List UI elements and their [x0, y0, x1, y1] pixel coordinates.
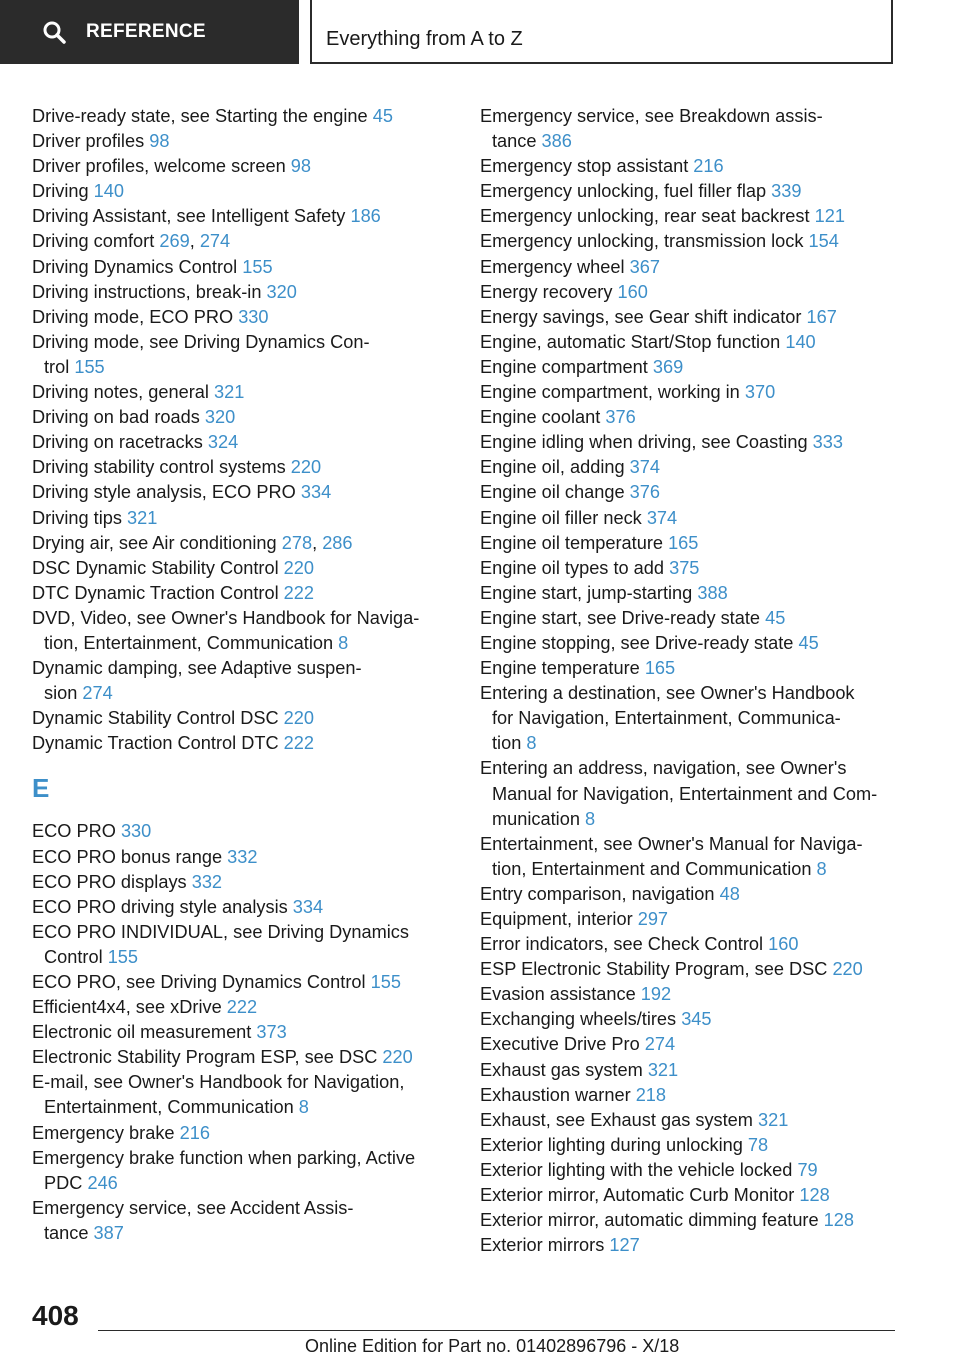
entry-text: ECO PRO bonus range [32, 846, 228, 867]
index-column-left [32, 104, 472, 1246]
page-reference-link[interactable]: 286 [322, 532, 353, 553]
index-entry [32, 204, 472, 229]
page-reference-link[interactable]: 167 [806, 306, 837, 327]
index-entry [32, 995, 472, 1020]
page-reference-link[interactable]: 374 [646, 507, 678, 528]
entry-text: Driving comfort [32, 231, 160, 252]
index-entry [32, 1045, 472, 1070]
entry-text: Exhaustion warner [480, 1084, 636, 1105]
index-entry [32, 455, 472, 480]
page-reference-link[interactable]: 192 [640, 984, 672, 1005]
entry-text: Driving Assistant, see Intelligent Safety [32, 206, 351, 227]
index-entry [32, 305, 472, 330]
page-reference-link[interactable]: 222 [283, 582, 315, 603]
page-reference-link[interactable]: 334 [292, 896, 324, 917]
index-entry [480, 932, 940, 957]
page-reference-link[interactable]: 387 [93, 1222, 124, 1243]
page-reference-link[interactable]: 345 [681, 1009, 712, 1030]
entry-text: Driving notes, general [32, 382, 214, 403]
index-entry [32, 970, 472, 995]
page-reference-link[interactable]: 222 [283, 733, 315, 754]
page-reference-link[interactable]: 370 [744, 382, 776, 403]
index-entry [480, 204, 940, 229]
entry-text: Driving on bad roads [32, 407, 205, 428]
index-entry [32, 280, 472, 305]
index-entry [480, 756, 940, 831]
index-entry [480, 1058, 940, 1083]
page-reference-link[interactable]: 186 [350, 206, 381, 227]
index-entry [480, 455, 940, 480]
index-entry [32, 845, 472, 870]
page-reference-link[interactable]: 79 [797, 1159, 818, 1180]
page-reference-link[interactable]: 333 [812, 432, 843, 453]
entry-text: Emergency wheel [480, 256, 630, 277]
entry-text: Entering an address, navigation, see Owner's [480, 758, 847, 779]
entry-text: Electronic Stability Program ESP, see DSC [32, 1047, 383, 1068]
page-reference-link[interactable]: 154 [808, 231, 839, 252]
entry-text: ESP Electronic Stability Program, see DSC [480, 959, 833, 980]
page-reference-link[interactable]: 339 [771, 181, 802, 202]
index-entry [480, 506, 940, 531]
entry-text: ECO PRO driving style analysis [32, 896, 293, 917]
page-reference-link[interactable]: 45 [372, 106, 393, 126]
page-reference-link[interactable]: 274 [82, 683, 113, 704]
index-column-right [480, 104, 940, 1258]
index-entry [480, 355, 940, 380]
page-reference-link[interactable]: 246 [87, 1172, 118, 1193]
page-reference-link[interactable]: 8 [816, 858, 827, 879]
entry-text: tion [492, 733, 527, 754]
entry-text: ECO PRO [32, 821, 121, 842]
index-entry [480, 882, 940, 907]
entry-text: Entering a destination, see Owner's Handbook [480, 683, 855, 704]
page-reference-link[interactable]: 140 [785, 331, 816, 352]
page-reference-link[interactable]: 320 [204, 407, 236, 428]
entry-text: Driving stability control systems [32, 457, 291, 478]
index-entry [480, 581, 940, 606]
entry-text: Emergency unlocking, fuel filler flap [480, 181, 772, 202]
page-reference-link[interactable]: 8 [526, 733, 537, 754]
entry-text: Driving instructions, break-in [32, 281, 267, 302]
page-reference-link[interactable]: 386 [541, 131, 572, 152]
entry-text: Driver profiles [32, 131, 150, 152]
page-reference-link[interactable]: 8 [585, 808, 596, 829]
page-reference-link[interactable]: 48 [719, 883, 740, 904]
page-reference-link[interactable]: 218 [635, 1084, 667, 1105]
index-entry [480, 531, 940, 556]
entry-text: Driving style analysis, ECO PRO [32, 482, 301, 503]
entry-text: munication [492, 808, 586, 829]
entry-text: Engine compartment [480, 356, 653, 377]
index-entry [480, 656, 940, 681]
page-reference-link[interactable]: 165 [668, 532, 699, 553]
index-entry [32, 506, 472, 531]
index-entry [480, 380, 940, 405]
entry-text: tion, Entertainment and Communication [492, 858, 817, 879]
index-entry [480, 255, 940, 280]
page-reference-link[interactable]: 220 [290, 457, 322, 478]
entry-text: ECO PRO, see Driving Dynamics Control [32, 972, 371, 992]
entry-text: Entry comparison, navigation [480, 883, 720, 904]
index-entry [32, 819, 472, 844]
index-entry [32, 430, 472, 455]
page-reference-link[interactable]: 334 [300, 482, 332, 503]
entry-text: Exterior mirror, Automatic Curb Monitor [480, 1185, 800, 1206]
page-reference-link[interactable]: 160 [617, 281, 648, 302]
index-entry [32, 1121, 472, 1146]
index-entry [32, 556, 472, 581]
entry-text: Engine start, see Drive-ready state [480, 607, 766, 628]
index-entry [32, 255, 472, 280]
index-entry [480, 1032, 940, 1057]
page-reference-link[interactable]: 220 [832, 959, 863, 980]
entry-text: Evasion assistance [480, 984, 641, 1005]
index-entry [32, 1070, 472, 1120]
entry-text: sion [44, 683, 83, 704]
entry-text: Efficient4x4, see xDrive [32, 997, 227, 1018]
entry-text: Exchanging wheels/tires [480, 1009, 682, 1030]
index-entry [32, 380, 472, 405]
page-reference-link[interactable]: 98 [290, 156, 311, 177]
entry-text: Engine compartment, working in [480, 382, 745, 403]
index-entry [32, 1146, 472, 1196]
page-reference-link[interactable]: 45 [798, 632, 819, 653]
page-reference-link[interactable]: 220 [283, 708, 315, 729]
page-reference-link[interactable]: 369 [652, 356, 684, 377]
page-title: Everything from A to Z [326, 28, 523, 50]
entry-text: Drying air, see Air conditioning [32, 532, 282, 553]
entry-text: Emergency brake [32, 1122, 180, 1143]
entry-text: Driving mode, ECO PRO [32, 306, 239, 327]
page-number: 408 [32, 1300, 79, 1331]
page-reference-link[interactable]: 278 [281, 532, 313, 553]
entry-text: Exterior mirror, automatic dimming feature [480, 1210, 824, 1231]
page-reference-link[interactable]: 160 [768, 934, 799, 955]
page-reference-link[interactable]: 128 [799, 1185, 830, 1206]
index-entry [32, 154, 472, 179]
index-entry [32, 656, 472, 706]
index-entry [480, 681, 940, 756]
index-entry [480, 957, 940, 982]
index-entry [480, 1007, 940, 1032]
index-entry [32, 1196, 472, 1246]
index-entry [32, 179, 472, 204]
entry-text: Exterior mirrors [480, 1235, 610, 1256]
page-reference-link[interactable]: 388 [697, 582, 728, 603]
page-reference-link[interactable]: 376 [629, 482, 661, 503]
index-entry: Drying air, see Air conditioning 278, 286 [32, 532, 353, 553]
index-entry [480, 154, 940, 179]
index-entry [32, 731, 472, 756]
page-reference-link[interactable]: 155 [242, 256, 273, 277]
entry-text: Engine temperature [480, 658, 645, 679]
index-entry [32, 895, 472, 920]
entry-text: Dynamic damping, see Adaptive suspen- [32, 658, 362, 679]
index-entry [480, 631, 940, 656]
page-reference-link[interactable]: 121 [814, 206, 845, 227]
entry-text: tance [44, 1222, 94, 1243]
entry-text: Driving Dynamics Control [32, 256, 243, 277]
page-reference-link[interactable]: 321 [213, 382, 245, 403]
entry-text: PDC [44, 1172, 88, 1193]
page-reference-link[interactable]: 330 [120, 821, 152, 842]
index-entry [480, 1208, 940, 1233]
index-entry [480, 1083, 940, 1108]
entry-text: Exhaust, see Exhaust gas system [480, 1109, 758, 1130]
index-entry [480, 982, 940, 1007]
entry-text: Emergency unlocking, transmission lock [480, 231, 809, 252]
entry-text: Error indicators, see Check Control [480, 934, 769, 955]
page-reference-link[interactable]: 330 [238, 306, 269, 327]
entry-text: Dynamic Traction Control DTC [32, 733, 284, 754]
entry-text: Exhaust gas system [480, 1059, 648, 1080]
index-entry [480, 280, 940, 305]
index-entry [32, 1020, 472, 1045]
entry-text: Engine start, jump-starting [480, 582, 698, 603]
edition-note: Online Edition for Part no. 01402896796 - X/18 [305, 1336, 680, 1356]
index-entry [480, 305, 940, 330]
index-entry [32, 405, 472, 430]
entry-text: Engine oil temperature [480, 532, 669, 553]
page-reference-link[interactable]: 155 [74, 356, 105, 377]
entry-text: DVD, Video, see Owner's Handbook for Naviga- [32, 607, 420, 628]
page-reference-link[interactable]: 78 [747, 1134, 769, 1155]
page-reference-link[interactable]: 45 [765, 607, 786, 628]
entry-text: tance [492, 131, 542, 152]
page-reference-link[interactable]: 155 [370, 972, 401, 992]
index-entry [480, 907, 940, 932]
entry-text: Emergency unlocking, rear seat backrest [480, 206, 815, 227]
page-reference-link[interactable]: 373 [256, 1022, 287, 1043]
search-icon [42, 20, 66, 44]
entry-text: Driving on racetracks [32, 432, 208, 453]
entry-text: ECO PRO displays [32, 871, 192, 892]
entry-text: Control [44, 946, 108, 967]
page-reference-link[interactable]: 128 [823, 1210, 855, 1231]
index-entry [480, 1233, 940, 1258]
page-reference-link[interactable]: 222 [226, 997, 258, 1018]
page-reference-link[interactable]: 274 [644, 1034, 676, 1055]
entry-text: Engine idling when driving, see Coasting [480, 432, 813, 453]
page-reference-link[interactable]: 321 [127, 507, 158, 528]
entry-text: Exterior lighting with the vehicle locked [480, 1159, 798, 1180]
index-entry [480, 179, 940, 204]
page-reference-link[interactable]: 332 [227, 846, 258, 867]
entry-text: Engine oil change [480, 482, 630, 503]
page-reference-link[interactable]: 140 [93, 181, 125, 202]
page-reference-link[interactable]: 127 [609, 1235, 640, 1256]
page-reference-link[interactable]: 324 [207, 432, 239, 453]
entry-text: Electronic oil measurement [32, 1022, 257, 1043]
page-reference-link[interactable]: 8 [298, 1097, 309, 1118]
entry-text: Engine stopping, see Drive-ready state [480, 632, 799, 653]
entry-text: Driving [32, 181, 94, 202]
entry-text: trol [44, 356, 75, 377]
index-entry [32, 920, 472, 970]
page-reference-link[interactable]: 274 [199, 231, 231, 252]
page-reference-link[interactable]: 320 [266, 281, 297, 302]
page-reference-link[interactable]: 165 [644, 658, 676, 679]
entry-text: Emergency stop assistant [480, 156, 694, 177]
index-entry [32, 870, 472, 895]
entry-text: E-mail, see Owner's Handbook for Navigation, [32, 1072, 405, 1093]
index-entry [32, 330, 472, 380]
entry-text: Driver profiles, welcome screen [32, 156, 291, 177]
index-entry [480, 229, 940, 254]
page-reference-link[interactable]: 367 [629, 256, 660, 277]
page-reference-link[interactable]: 155 [107, 946, 139, 967]
entry-text: Energy recovery [480, 281, 618, 302]
index-entry [480, 1108, 940, 1133]
entry-text: Engine oil, adding [480, 457, 630, 478]
entry-text: Engine oil filler neck [480, 507, 647, 528]
entry-text: Emergency brake function when parking, Active [32, 1147, 416, 1168]
index-entry [480, 405, 940, 430]
entry-text: Entertainment, Communication [44, 1097, 299, 1118]
index-entry [480, 832, 940, 882]
index-entry [32, 581, 472, 606]
index-entry [32, 480, 472, 505]
entry-text: Dynamic Stability Control DSC [32, 708, 284, 729]
index-entry [480, 104, 940, 154]
section-label: REFERENCE [86, 21, 206, 42]
page-reference-link[interactable]: 216 [693, 156, 724, 177]
entry-text: Driving mode, see Driving Dynamics Con- [32, 331, 370, 352]
entry-text: for Navigation, Entertainment, Communica- [492, 708, 841, 729]
index-entry [32, 129, 472, 154]
entry-text: Driving tips [32, 507, 128, 528]
page-reference-link[interactable]: 374 [629, 457, 661, 478]
page-reference-link[interactable]: 98 [149, 131, 170, 152]
page-reference-link[interactable]: 376 [605, 407, 636, 428]
page-reference-link[interactable]: 332 [191, 871, 223, 892]
entry-text: Equipment, interior [480, 909, 638, 929]
page-reference-link[interactable]: 321 [647, 1059, 679, 1080]
entry-text: Engine coolant [480, 407, 606, 428]
page-reference-link[interactable]: 216 [179, 1122, 210, 1143]
index-entry [480, 556, 940, 581]
footer-rule [98, 1330, 895, 1331]
section-letter: E [32, 773, 50, 804]
entry-text: DSC Dynamic Stability Control [32, 557, 284, 578]
entry-text: Manual for Navigation, Entertainment and Com- [492, 783, 878, 804]
index-entry [32, 104, 472, 129]
index-entry [480, 430, 940, 455]
page-reference-link[interactable]: 8 [338, 632, 349, 653]
page-reference-link[interactable]: 375 [669, 557, 700, 578]
index-entry [480, 330, 940, 355]
entry-text: Energy savings, see Gear shift indicator [480, 306, 807, 327]
index-entry [480, 1158, 940, 1183]
entry-text: Emergency service, see Breakdown assis- [480, 106, 823, 126]
index-entry [32, 606, 472, 656]
index-entry: Driving comfort 269, 274 [32, 231, 231, 252]
page-reference-link[interactable]: 269 [159, 231, 190, 252]
entry-text: Executive Drive Pro [480, 1034, 645, 1055]
section-tab [0, 0, 299, 64]
entry-text: Emergency service, see Accident Assis- [32, 1197, 354, 1218]
index-entry [480, 1133, 940, 1158]
index-entry [480, 480, 940, 505]
entry-text: ECO PRO INDIVIDUAL, see Driving Dynamics [32, 921, 409, 942]
index-entry [480, 606, 940, 631]
index-entry [32, 706, 472, 731]
page-reference-link[interactable]: 297 [637, 909, 669, 929]
index-entry [480, 1183, 940, 1208]
page-reference-link[interactable]: 220 [382, 1047, 413, 1068]
page-reference-link[interactable]: 321 [758, 1109, 789, 1130]
entry-text: Exterior lighting during unlocking [480, 1134, 748, 1155]
entry-text: Drive-ready state, see Starting the engine [32, 106, 373, 126]
entry-text: tion, Entertainment, Communication [44, 632, 339, 653]
entry-text: DTC Dynamic Traction Control [32, 582, 284, 603]
entry-text: Engine oil types to add [480, 557, 670, 578]
entry-text: Entertainment, see Owner's Manual for Naviga- [480, 833, 863, 854]
page-reference-link[interactable]: 220 [283, 557, 315, 578]
entry-text: Engine, automatic Start/Stop function [480, 331, 786, 352]
